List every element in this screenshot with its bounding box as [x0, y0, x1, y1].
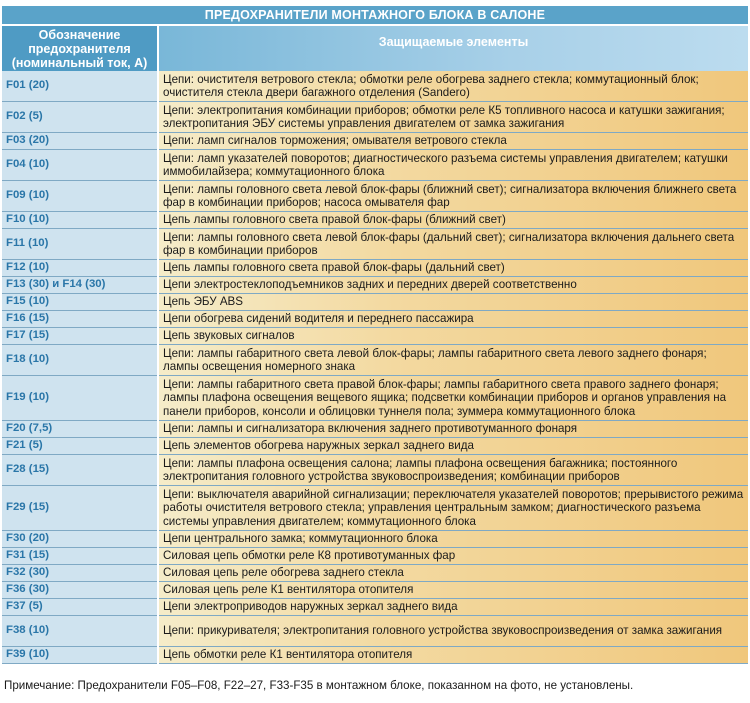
header-fuse-designation: Обозначение предохранителя (номинальный ток, А)	[2, 25, 158, 71]
table-row	[2, 294, 748, 311]
fuse-designation-cell: F13 (30) и F14 (30)	[2, 277, 158, 294]
table-row	[2, 71, 748, 102]
table-row	[2, 277, 748, 294]
protected-elements-cell: Цепи: лампы и сигнализатора включения заднего противотуманного фонаря	[158, 421, 748, 438]
fuse-designation-cell: F10 (10)	[2, 212, 158, 229]
protected-elements-cell: Цепи: электропитания комбинации приборов; обмотки реле К5 топливного насоса и катушки зажигания; электропитания ЭБУ системы управления двигателем от замка зажигания	[158, 102, 748, 133]
table-row	[2, 548, 748, 565]
table-row	[2, 376, 748, 421]
header-protected-elements: Защищаемые элементы	[158, 25, 748, 71]
fuse-designation-cell: F16 (15)	[2, 311, 158, 328]
fuse-designation-cell: F15 (10)	[2, 294, 158, 311]
protected-elements-cell: Силовая цепь обмотки реле К8 противотуманных фар	[158, 548, 748, 565]
table-row	[2, 260, 748, 277]
fuse-designation-cell: F17 (15)	[2, 328, 158, 345]
table-row	[2, 486, 748, 531]
protected-elements-cell: Цепи обогрева сидений водителя и переднего пассажира	[158, 311, 748, 328]
protected-elements-cell: Цепь звуковых сигналов	[158, 328, 748, 345]
fuse-designation-cell: F02 (5)	[2, 102, 158, 133]
protected-elements-cell: Цепь лампы головного света правой блок-фары (дальний свет)	[158, 260, 748, 277]
fuse-designation-cell: F03 (20)	[2, 133, 158, 150]
table-row	[2, 102, 748, 133]
protected-elements-cell: Цепи: лампы головного света левой блок-фары (ближний свет); сигнализатора включения ближнего света фар в комбинации приборов; насоса омывателя фар	[158, 181, 748, 212]
fuse-designation-cell: F21 (5)	[2, 438, 158, 455]
table-body	[2, 71, 748, 664]
table-row	[2, 565, 748, 582]
table-row	[2, 150, 748, 181]
table-row	[2, 599, 748, 616]
fuse-designation-cell: F36 (30)	[2, 582, 158, 599]
protected-elements-cell: Силовая цепь реле К1 вентилятора отопителя	[158, 582, 748, 599]
protected-elements-cell: Цепь лампы головного света правой блок-фары (ближний свет)	[158, 212, 748, 229]
protected-elements-cell: Цепь ЭБУ ABS	[158, 294, 748, 311]
protected-elements-cell: Цепи: ламп сигналов торможения; омывателя ветрового стекла	[158, 133, 748, 150]
protected-elements-cell: Цепь обмотки реле К1 вентилятора отопителя	[158, 647, 748, 664]
protected-elements-cell: Цепи: ламп указателей поворотов; диагностического разъема системы управления двигателем; катушки иммобилайзера; коммутационного блока	[158, 150, 748, 181]
table-row	[2, 616, 748, 647]
footnote: Примечание: Предохранители F05–F08, F22–27, F33-F35 в монтажном блоке, показанном на фото, не установлены.	[4, 679, 634, 692]
protected-elements-cell: Цепи: прикуривателя; электропитания головного устройства звуковоспроизведения от замка зажигания	[158, 616, 748, 647]
fuse-designation-cell: F01 (20)	[2, 71, 158, 102]
fuse-designation-cell: F20 (7,5)	[2, 421, 158, 438]
fuse-designation-cell: F39 (10)	[2, 647, 158, 664]
fuse-designation-cell: F28 (15)	[2, 455, 158, 486]
table-row	[2, 229, 748, 260]
table-row	[2, 311, 748, 328]
protected-elements-cell: Цепи: лампы габаритного света левой блок-фары; лампы габаритного света левого заднего фонаря; лампы освещения номерного знака	[158, 345, 748, 376]
fuse-designation-cell: F09 (10)	[2, 181, 158, 212]
protected-elements-cell: Цепи электростеклоподъемников задних и передних дверей соответственно	[158, 277, 748, 294]
protected-elements-cell: Силовая цепь реле обогрева заднего стекла	[158, 565, 748, 582]
fuse-designation-cell: F32 (30)	[2, 565, 158, 582]
fuse-designation-cell: F04 (10)	[2, 150, 158, 181]
table-row	[2, 212, 748, 229]
table-row	[2, 421, 748, 438]
protected-elements-cell: Цепи центрального замка; коммутационного блока	[158, 531, 748, 548]
protected-elements-cell: Цепи электроприводов наружных зеркал заднего вида	[158, 599, 748, 616]
protected-elements-cell: Цепи: лампы габаритного света правой блок-фары; лампы габаритного света правого заднего фонаря; лампы плафона освещения вещевого ящика; подсветки комбинации приборов и органов управления на панели приборов, консоли и облицовки туннеля пола; зуммера коммутационного блока	[158, 376, 748, 421]
fuse-designation-cell: F12 (10)	[2, 260, 158, 277]
protected-elements-cell: Цепи: лампы плафона освещения салона; лампы плафона освещения багажника; постоянного электропитания головного устройства звуковоспроизведения; комбинации приборов	[158, 455, 748, 486]
protected-elements-cell: Цепи: очистителя ветрового стекла; обмотки реле обогрева заднего стекла; коммутационный блок; очистителя стекла двери багажного отделения (Sandero)	[158, 71, 748, 102]
protected-elements-cell: Цепи: лампы головного света левой блок-фары (дальний свет); сигнализатора включения дальнего света фар в комбинации приборов	[158, 229, 748, 260]
protected-elements-cell: Цепи: выключателя аварийной сигнализации; переключателя указателей поворотов; прерывистого режима работы очистителя ветрового стекла; управления центральным замком; диагностического разъема системы управления двигателем; коммутационного блока	[158, 486, 748, 531]
fuse-designation-cell: F38 (10)	[2, 616, 158, 647]
table-title: ПРЕДОХРАНИТЕЛИ МОНТАЖНОГО БЛОКА В САЛОНЕ	[2, 6, 748, 24]
table-row	[2, 647, 748, 664]
table-row	[2, 438, 748, 455]
fuse-designation-cell: F31 (15)	[2, 548, 158, 565]
fuse-designation-cell: F37 (5)	[2, 599, 158, 616]
table-row	[2, 133, 748, 150]
fuse-designation-cell: F18 (10)	[2, 345, 158, 376]
table-row	[2, 345, 748, 376]
fuse-designation-cell: F30 (20)	[2, 531, 158, 548]
fuse-table	[2, 24, 748, 664]
table-row	[2, 328, 748, 345]
table-header-row	[2, 25, 748, 71]
fuse-designation-cell: F19 (10)	[2, 376, 158, 421]
fuse-designation-cell: F29 (15)	[2, 486, 158, 531]
table-row	[2, 531, 748, 548]
fuse-table-container	[2, 6, 748, 664]
table-row	[2, 455, 748, 486]
table-row	[2, 181, 748, 212]
table-row	[2, 582, 748, 599]
protected-elements-cell: Цепь элементов обогрева наружных зеркал заднего вида	[158, 438, 748, 455]
fuse-designation-cell: F11 (10)	[2, 229, 158, 260]
